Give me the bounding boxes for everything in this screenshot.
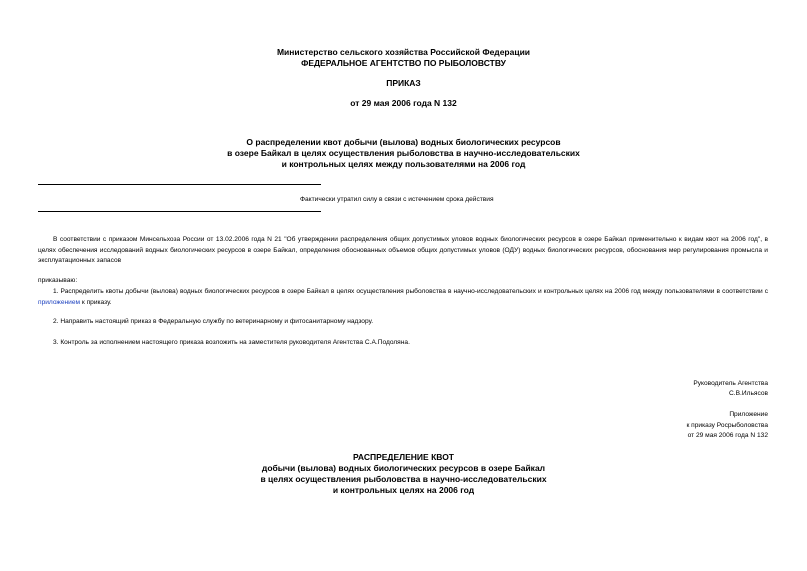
document-date-number: от 29 мая 2006 года N 132 bbox=[350, 98, 457, 108]
order-item-3: 3. Контроль за исполнением настоящего приказа возложить на заместителя руководителя Агентства С.А.Подоляна. bbox=[53, 339, 410, 346]
document-type: ПРИКАЗ bbox=[386, 78, 421, 88]
order-item-1-text: 1. Распределить квоты добычи (вылова) водных биологических ресурсов в озере Байкал в целях осуществления рыболовства в научно-исследовательских и контрольных целях на 2006 год между пользователями в соответствии с bbox=[53, 288, 768, 295]
agency-name: ФЕДЕРАЛЬНОЕ АГЕНТСТВО ПО РЫБОЛОВСТВУ bbox=[301, 58, 506, 68]
signature-position: Руководитель Агентства bbox=[693, 380, 768, 387]
document-title-line-2: в озере Байкал в целях осуществления рыболовства в научно-исследовательских bbox=[227, 148, 580, 158]
appendix-ref-label: Приложение bbox=[729, 411, 768, 418]
appendix-title-line-3: в целях осуществления рыболовства в научно-исследовательских bbox=[260, 474, 547, 484]
appendix-ref-date: от 29 мая 2006 года N 132 bbox=[687, 432, 768, 439]
appendix-title-line-2: добычи (вылова) водных биологических ресурсов в озере Байкал bbox=[261, 463, 546, 473]
order-item-2: 2. Направить настоящий приказ в Федеральную службу по ветеринарному и фитосанитарному надзору. bbox=[53, 318, 374, 325]
preamble-paragraph: В соответствии с приказом Минсельхоза России от 13.02.2006 года N 21 "Об утверждении распределения общих допустимых уловов водных биологических ресурсов в озере Байкал применительно к видам квот на 2006 год", в целях обеспечения исследований водных биологических ресурсов в озере Байкал, определения обоснованных объемов общих допустимых уловов (ОДУ) водных биологических ресурсов, обоснования мер регулирования промысла и эксплуатационных запасов bbox=[38, 236, 768, 264]
document-title-line-3: и контрольных целях между пользователями на 2006 год bbox=[281, 159, 526, 169]
ministry-name: Министерство сельского хозяйства Российской Федерации bbox=[276, 47, 531, 57]
document-title-line-1: О распределении квот добычи (вылова) водных биологических ресурсов bbox=[246, 137, 561, 147]
divider-bottom bbox=[38, 211, 321, 212]
order-word: приказываю: bbox=[38, 277, 78, 284]
order-item-1 bbox=[38, 287, 768, 308]
appendix-link[interactable]: приложением bbox=[38, 298, 81, 306]
appendix-ref-order: к приказу Росрыболовства bbox=[686, 422, 768, 429]
status-note: Фактически утратил силу в связи с истечением срока действия bbox=[300, 196, 494, 203]
order-item-1-tail: к приказу. bbox=[80, 298, 112, 306]
divider-top bbox=[38, 184, 321, 185]
appendix-title-line-4: и контрольных целях на 2006 год bbox=[332, 485, 475, 495]
signature-name: С.В.Ильясов bbox=[729, 390, 768, 397]
appendix-title-line-1: РАСПРЕДЕЛЕНИЕ КВОТ bbox=[353, 452, 454, 462]
